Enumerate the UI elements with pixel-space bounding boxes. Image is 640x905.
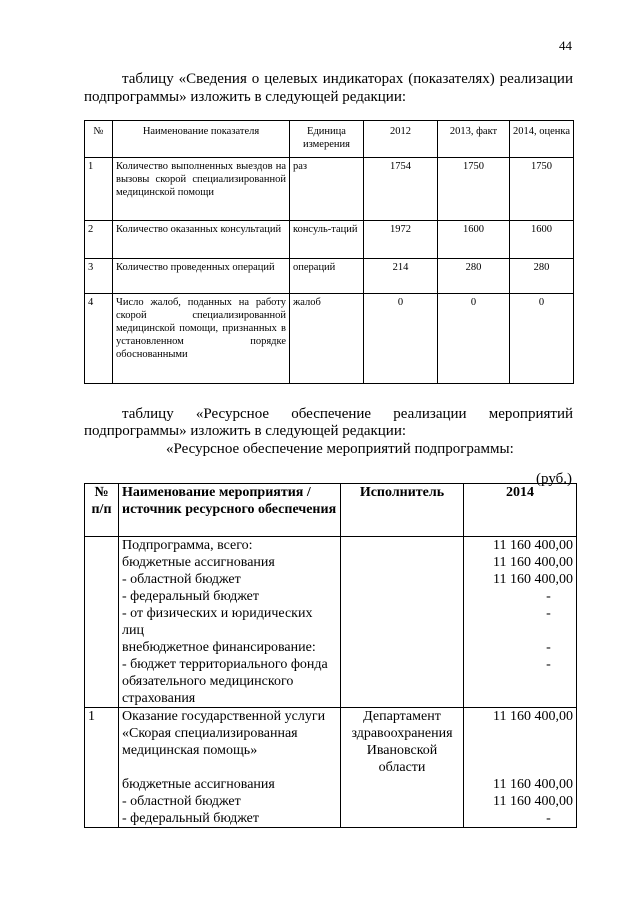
indicators-header-row xyxy=(85,121,574,158)
row-executor xyxy=(341,793,464,810)
row-executor xyxy=(341,639,464,656)
indicator-name: Количество оказанных консультаций xyxy=(113,221,290,259)
indicator-name: Количество выполненных выездов на вызовы скорой специализированной медицинской помощи xyxy=(113,158,290,221)
table-row xyxy=(85,588,577,605)
table-row xyxy=(85,639,577,656)
value-2013: 280 xyxy=(438,259,510,294)
table-row xyxy=(85,776,577,793)
intro2-line1: таблицу «Ресурсное обеспечение реализации мероприятий xyxy=(122,406,573,422)
row-executor xyxy=(341,571,464,588)
table-row xyxy=(85,708,577,777)
resources-header-name: Наименование мероприятия / источник ресурсного обеспечения xyxy=(119,484,341,537)
row-name: - бюджет территориального фонда обязательного медицинского страхования xyxy=(119,656,341,708)
intro2-line2: подпрограммы» изложить в следующей редакции: xyxy=(84,423,407,439)
indicators-header-unit: Единица измерения xyxy=(290,121,364,158)
row-value: - xyxy=(464,605,577,639)
value-2012: 1754 xyxy=(364,158,438,221)
indicators-header-2013: 2013, факт xyxy=(438,121,510,158)
row-num xyxy=(85,588,119,605)
row-executor xyxy=(341,656,464,708)
row-num: 3 xyxy=(85,259,113,294)
table-row xyxy=(85,158,574,221)
resources-table xyxy=(84,483,577,828)
row-value: 11 160 400,00 xyxy=(464,708,577,777)
indicators-header-name: Наименование показателя xyxy=(113,121,290,158)
value-2013: 1750 xyxy=(438,158,510,221)
row-executor xyxy=(341,605,464,639)
indicators-table xyxy=(84,120,574,384)
row-name: Подпрограмма, всего: xyxy=(119,537,341,555)
row-value: - xyxy=(464,656,577,708)
row-num xyxy=(85,571,119,588)
row-executor xyxy=(341,588,464,605)
row-num xyxy=(85,793,119,810)
row-name: внебюджетное финансирование: xyxy=(119,639,341,656)
indicators-header-2012: 2012 xyxy=(364,121,438,158)
row-num xyxy=(85,605,119,639)
row-value: - xyxy=(464,639,577,656)
row-num: 1 xyxy=(85,158,113,221)
table-row xyxy=(85,259,574,294)
row-num: 1 xyxy=(85,708,119,777)
row-name: - областной бюджет xyxy=(119,793,341,810)
indicator-name: Число жалоб, поданных на работу скорой специализированной медицинской помощи, признанных в установленном порядке обоснованными xyxy=(113,294,290,384)
indicator-unit: консуль-таций xyxy=(290,221,364,259)
row-num xyxy=(85,776,119,793)
value-2014: 0 xyxy=(510,294,574,384)
page-number: 44 xyxy=(559,38,572,53)
table-row xyxy=(85,810,577,828)
table-row xyxy=(85,221,574,259)
resources-header-year: 2014 xyxy=(464,484,577,537)
value-2014: 280 xyxy=(510,259,574,294)
row-executor xyxy=(341,810,464,828)
table-row xyxy=(85,294,574,384)
row-name: бюджетные ассигнования xyxy=(119,776,341,793)
row-executor xyxy=(341,537,464,555)
row-value: 11 160 400,00 xyxy=(464,793,577,810)
currency-unit: (руб.) xyxy=(536,471,572,487)
table-row xyxy=(85,554,577,571)
indicator-unit: жалоб xyxy=(290,294,364,384)
row-name: - областной бюджет xyxy=(119,571,341,588)
row-name: бюджетные ассигнования xyxy=(119,554,341,571)
table-row xyxy=(85,571,577,588)
resources-header-num: № п/п xyxy=(85,484,119,537)
value-2013: 1600 xyxy=(438,221,510,259)
row-value: 11 160 400,00 xyxy=(464,537,577,555)
value-2013: 0 xyxy=(438,294,510,384)
resources-header-row xyxy=(85,484,577,537)
value-2014: 1600 xyxy=(510,221,574,259)
row-num: 4 xyxy=(85,294,113,384)
row-name: Оказание государственной услуги «Скорая специализированная медицинская помощь» xyxy=(119,708,341,777)
row-value: 11 160 400,00 xyxy=(464,554,577,571)
intro1-line2: подпрограммы» изложить в следующей редакции: xyxy=(84,89,407,105)
resources-header-executor: Исполнитель xyxy=(341,484,464,537)
table-row xyxy=(85,656,577,708)
row-name: - федеральный бюджет xyxy=(119,588,341,605)
row-num xyxy=(85,810,119,828)
intro2-line3: «Ресурсное обеспечение мероприятий подпрограммы: xyxy=(166,441,514,457)
value-2012: 1972 xyxy=(364,221,438,259)
row-executor xyxy=(341,554,464,571)
row-value: - xyxy=(464,810,577,828)
row-name: - от физических и юридических лиц xyxy=(119,605,341,639)
row-num: 2 xyxy=(85,221,113,259)
indicator-unit: операций xyxy=(290,259,364,294)
table-row xyxy=(85,537,577,555)
indicator-unit: раз xyxy=(290,158,364,221)
intro1-line1: таблицу «Сведения о целевых индикаторах (показателях) реализации xyxy=(122,71,573,87)
row-num xyxy=(85,537,119,555)
row-num xyxy=(85,656,119,708)
row-num xyxy=(85,554,119,571)
row-executor: Департамент здравоохранения Ивановской области xyxy=(341,708,464,777)
row-name: - федеральный бюджет xyxy=(119,810,341,828)
value-2012: 214 xyxy=(364,259,438,294)
row-executor xyxy=(341,776,464,793)
row-value: - xyxy=(464,588,577,605)
row-value: 11 160 400,00 xyxy=(464,571,577,588)
value-2012: 0 xyxy=(364,294,438,384)
value-2014: 1750 xyxy=(510,158,574,221)
row-value: 11 160 400,00 xyxy=(464,776,577,793)
row-num xyxy=(85,639,119,656)
indicators-header-2014: 2014, оценка xyxy=(510,121,574,158)
table-row xyxy=(85,605,577,639)
indicators-header-num: № xyxy=(85,121,113,158)
table-row xyxy=(85,793,577,810)
indicator-name: Количество проведенных операций xyxy=(113,259,290,294)
